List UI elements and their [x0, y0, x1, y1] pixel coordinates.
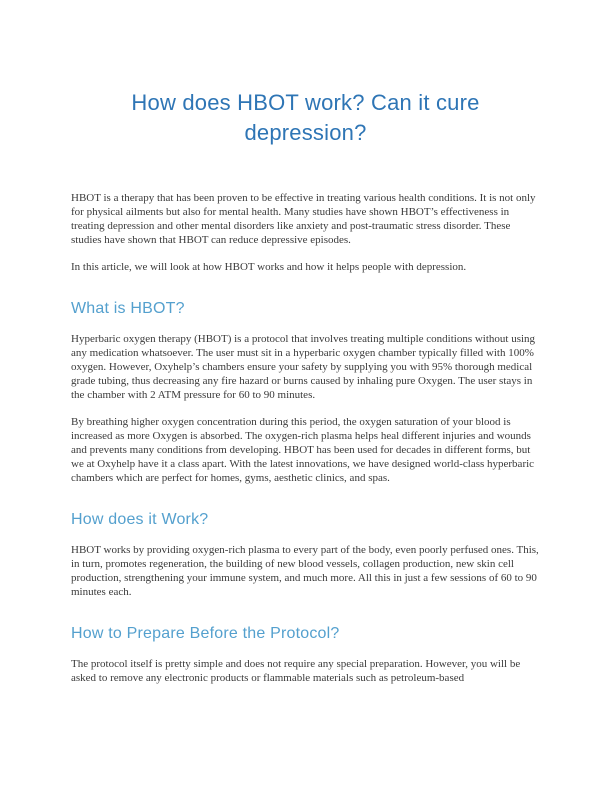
paragraph-oxygen-saturation: By breathing higher oxygen concentration during this period, the oxygen saturation of your blood is increased as more Oxygen is absorbed. The oxygen-rich plasma helps heal different injuries and wounds and prevents many conditions from developing. HBOT has been used for decades in different forms, but we at Oxyhelp have it a class apart. With the latest innovations, we have designed world-class hyperbaric chambers which are perfect for homes, gyms, aesthetic clinics, and spas.: [71, 416, 535, 485]
paragraph-intro: HBOT is a therapy that has been proven to be effective in treating various health conditions. It is not only for physical ailments but also for mental health. Many studies have shown HBOT’s effectiveness in treating depression and other mental disorders like anxiety and post-traumatic stress disorder. These studies have shown that HBOT can reduce depressive episodes.: [71, 192, 536, 247]
paragraph-hbot-definition: Hyperbaric oxygen therapy (HBOT) is a protocol that involves treating multiple conditions without using any medication whatsoever. The user must sit in a hyperbaric oxygen chamber typically filled with 100% oxygen. However, Oxyhelp’s chambers ensure your safety by supplying you with 95% thorough medical grade tubing, thus decreasing any fire hazard or burns caused by inhaling pure Oxygen. The user stays in the chamber with 2 ATM pressure for 60 to 90 minutes.: [71, 333, 536, 402]
paragraph-article-overview: In this article, we will look at how HBOT works and how it helps people with depression.: [71, 261, 467, 274]
section-heading-what-is-hbot: What is HBOT?: [71, 300, 185, 318]
paragraph-how-it-works: HBOT works by providing oxygen-rich plasma to every part of the body, even poorly perfused ones. This, in turn, promotes regeneration, the building of new blood vessels, collagen production, new skin cell production, strengthening your immune system, and much more. All this in just a few sessions of 60 to 90 minutes each.: [71, 544, 539, 599]
section-heading-how-does-it-work: How does it Work?: [71, 511, 209, 529]
section-heading-how-to-prepare: How to Prepare Before the Protocol?: [71, 625, 340, 643]
paragraph-preparation: The protocol itself is pretty simple and does not require any special preparation. However, you will be asked to remove any electronic products or flammable materials such as petroleum-based: [71, 658, 521, 685]
document-title: How does HBOT work? Can it cure depression?: [131, 90, 480, 145]
